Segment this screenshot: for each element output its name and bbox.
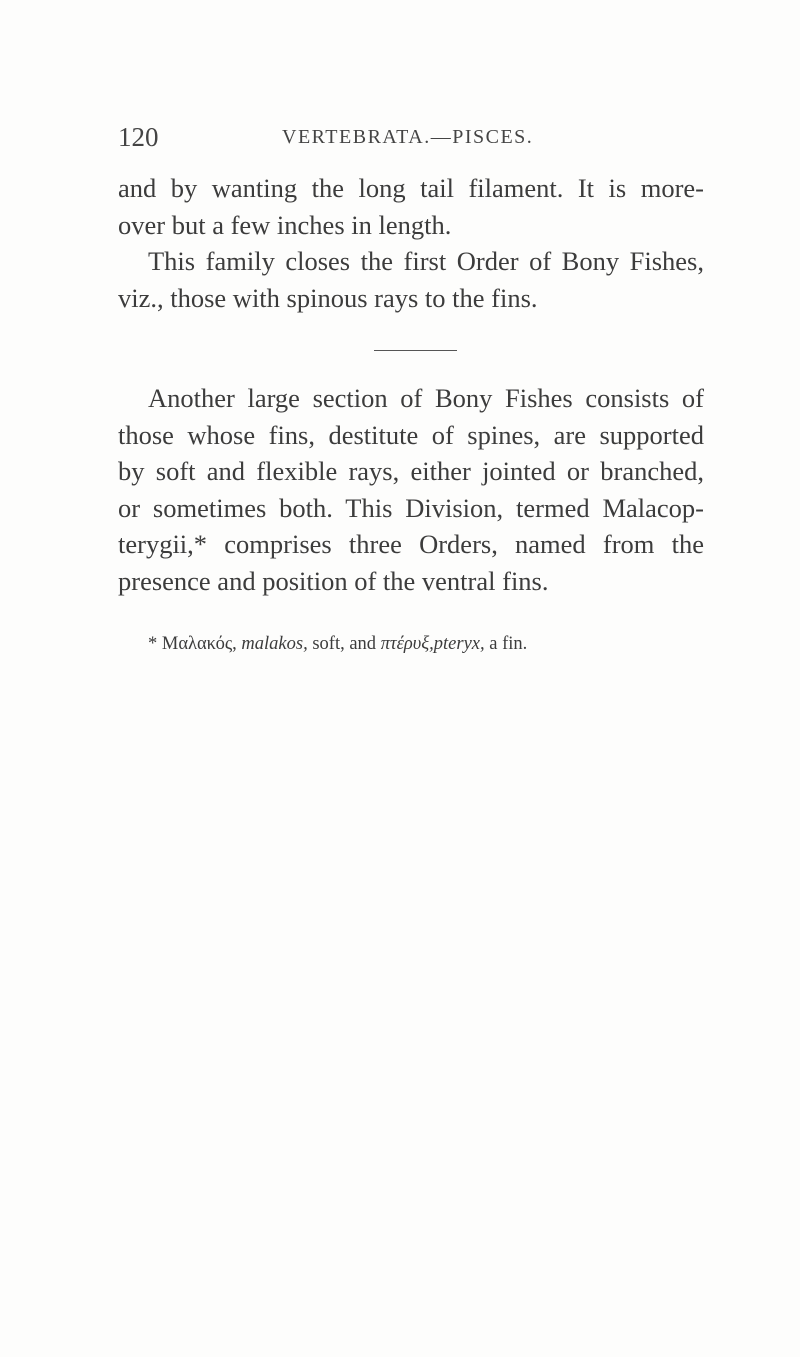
text-line: This family closes the first Order of Bony Fishes, — [148, 246, 704, 276]
footnote-transliteration: pteryx, — [433, 634, 485, 654]
footnote-transliteration: malakos, — [241, 634, 308, 654]
text-line: Another large section of Bony Fishes consists of — [148, 383, 704, 413]
page-header — [118, 122, 718, 162]
text-line: those whose fins, destitute of spines, are supported — [118, 419, 704, 450]
running-head: VERTEBRATA.—PISCES. — [282, 126, 534, 148]
paragraph-1 — [118, 170, 704, 316]
text-line: viz., those with spinous rays to the fins. — [118, 282, 538, 313]
page-number: 120 — [118, 122, 159, 152]
text-line: and by wanting the long tail filament. It is more- — [118, 173, 704, 203]
text-line: over but a few inches in length. — [118, 209, 452, 240]
footnote-gloss: soft, and — [312, 634, 377, 654]
text-line: terygii,* comprises three Orders, named from the — [118, 529, 704, 560]
footnote-gloss: a fin. — [489, 634, 528, 654]
text-line: presence and position of the ventral fins. — [118, 565, 549, 596]
footnote-greek-word: πτέρυξ, — [380, 634, 434, 654]
text-line: by soft and flexible rays, either jointed or branched, — [118, 456, 704, 487]
text-line: or sometimes both. This Division, termed Malacop- — [118, 492, 704, 523]
footnote-greek-word: Μαλακός, — [161, 634, 237, 654]
paragraph-2 — [118, 380, 704, 600]
footnote — [148, 632, 704, 656]
footnote-marker: * — [148, 634, 158, 654]
section-divider — [374, 350, 457, 351]
